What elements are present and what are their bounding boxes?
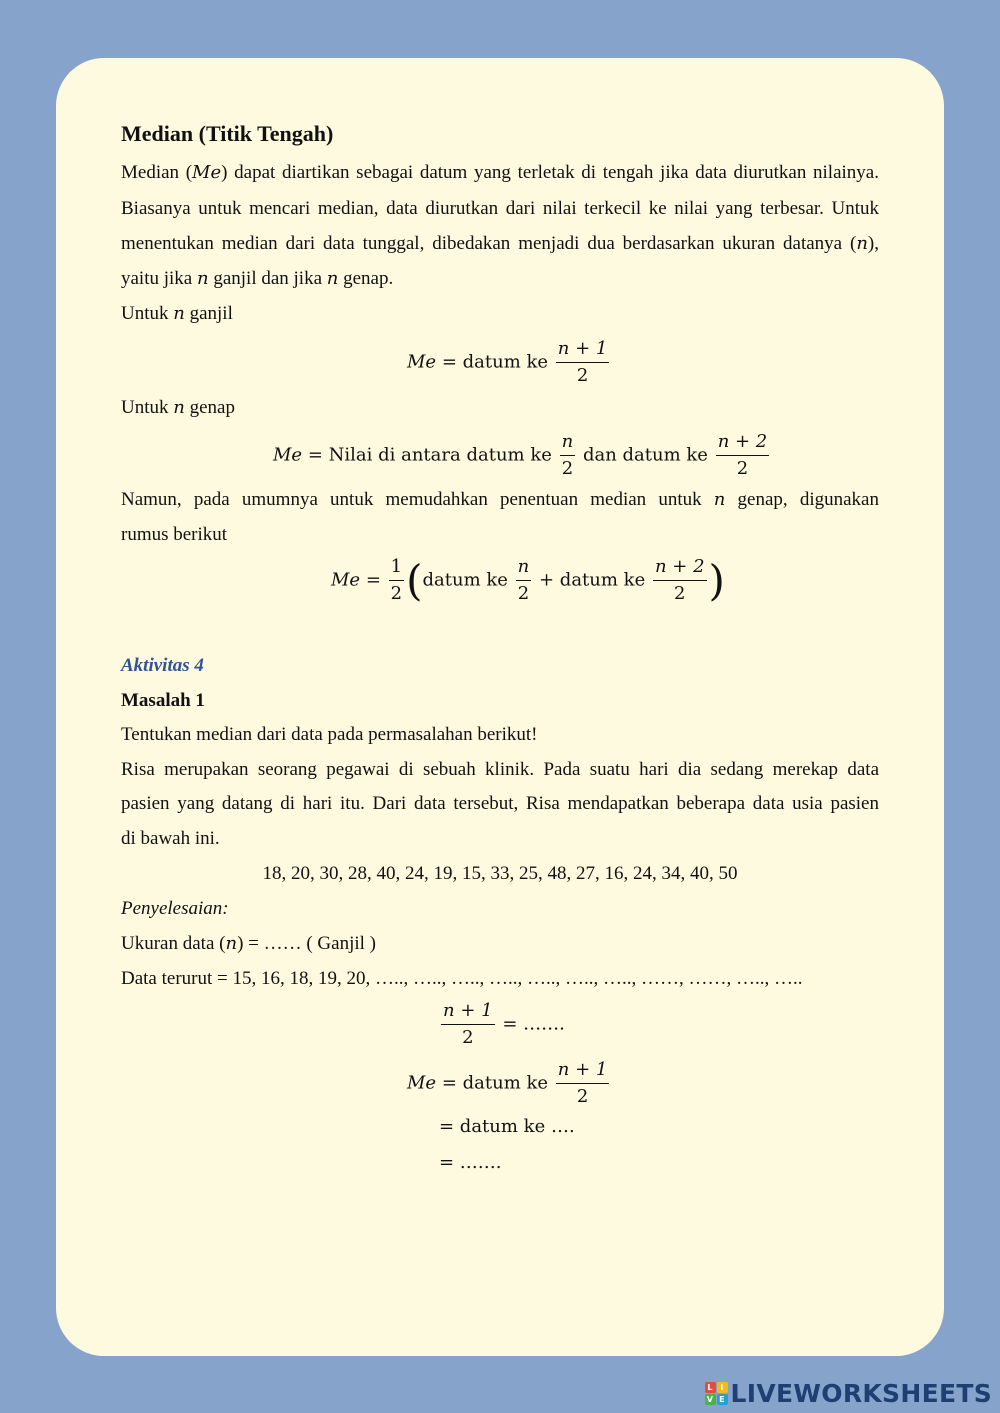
logo-tile: L <box>705 1382 716 1393</box>
problem-title: Masalah 1 <box>121 690 205 711</box>
liveworksheets-logo <box>705 1379 992 1407</box>
story-line: Risa merupakan seorang pegawai di sebuah klinik. Pada suatu hari dia sedang merekap data <box>121 759 879 780</box>
story-line: di bawah ini. <box>121 828 220 849</box>
step-datum-blank[interactable]: = datum ke …. <box>439 1116 575 1137</box>
paragraph-line: rumus berikut <box>121 524 228 545</box>
fraction: $\frac{n}{2}$ <box>561 431 574 479</box>
paragraph-line: Biasanya untuk mencari median, data diurutkan dari nilai terkecil ke nilai yang terbesar. Untuk <box>121 198 879 219</box>
fraction: $\frac{n + 2}{2}$ <box>654 556 705 604</box>
fraction: $\frac{n + 1}{2}$ <box>557 1059 608 1107</box>
fraction: $\frac{n + 1}{2}$ <box>443 1000 493 1048</box>
paragraph-line: Namun, pada umumnya untuk memudahkan penentuan median untuk n genap, digunakan <box>121 489 879 510</box>
median-even-formula: Me = Nilai di antara datum ke $\frac{n}{2}$ dan datum ke $\frac{n + 2}{2}$ <box>273 429 771 482</box>
odd-label: Untuk n ganjil <box>121 303 233 324</box>
step-result-blank[interactable]: = ……. <box>439 1152 502 1173</box>
answer-blank[interactable]: = ……. <box>502 1013 565 1035</box>
fraction: $\frac{1}{2}$ <box>390 556 403 604</box>
step-median-formula: Me = datum ke $\frac{n + 1}{2}$ <box>407 1057 611 1110</box>
fraction: $\frac{n + 2}{2}$ <box>717 431 768 479</box>
median-odd-formula: Me = datum ke $\frac{n + 1}{2}$ <box>407 336 611 389</box>
logo-tile: E <box>717 1394 728 1405</box>
fraction: $\frac{n + 1}{2}$ <box>557 338 608 386</box>
activity-label: Aktivitas 4 <box>121 655 204 676</box>
paragraph-line: yaitu jika n ganjil dan jika n genap. <box>121 268 394 289</box>
fraction: $\frac{n}{2}$ <box>517 556 530 604</box>
logo-grid-icon <box>705 1382 728 1405</box>
paragraph-line: Median (Me) dapat diartikan sebagai datum yang terletak di tengah jika data diurutkan nilainya. <box>121 162 879 183</box>
paragraph-line: menentukan median dari data tunggal, dibedakan menjadi dua berdasarkan ukuran datanya (n), <box>121 233 879 254</box>
story-line: pasien yang datang di hari itu. Dari data tersebut, Risa mendapatkan beberapa data usia pasien <box>121 793 879 814</box>
even-label: Untuk n genap <box>121 397 235 418</box>
logo-tile: V <box>705 1394 716 1405</box>
sorted-data-line: Data terurut = 15, 16, 18, 19, 20, ….., ….., ….., ….., ….., ….., ….., ……, ……, ….., ….. <box>121 968 803 989</box>
logo-tile: I <box>717 1382 728 1393</box>
instruction: Tentukan median dari data pada permasalahan berikut! <box>121 724 538 745</box>
data-size-line: Ukuran data (n) = …… ( Ganjil ) <box>121 933 376 954</box>
section-title: Median (Titik Tengah) <box>121 121 334 146</box>
step-position <box>439 998 565 1051</box>
solution-label: Penyelesaian: <box>121 898 229 919</box>
logo-text: LIVEWORKSHEETS <box>730 1378 992 1408</box>
age-data: 18, 20, 30, 28, 40, 24, 19, 15, 33, 25, 48, 27, 16, 24, 34, 40, 50 <box>262 863 738 884</box>
median-general-formula: Me = $\frac{1}{2}$ (datum ke $\frac{n}{2}$ + datum ke $\frac{n + 2}{2}$ ) <box>331 556 725 605</box>
